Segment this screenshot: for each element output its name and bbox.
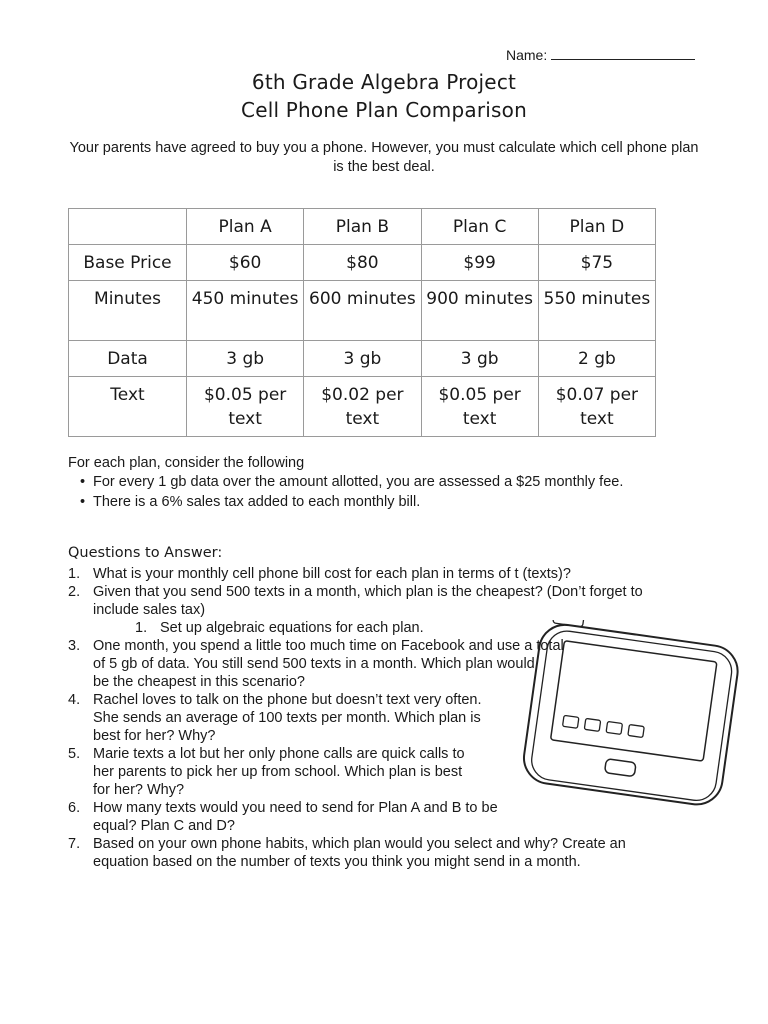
question-item bbox=[68, 565, 643, 583]
table-row-text bbox=[69, 377, 656, 437]
screen bbox=[551, 641, 717, 761]
table-header-cell: Plan D bbox=[538, 209, 655, 245]
table-cell: 600 minutes bbox=[304, 281, 421, 341]
questions-heading: Questions to Answer: bbox=[68, 545, 223, 561]
row-label: Minutes bbox=[69, 281, 187, 341]
question-number bbox=[68, 781, 93, 799]
question-text: How many texts would you need to send for Plan A and B to be bbox=[93, 800, 498, 816]
page-title: 6th Grade Algebra Project bbox=[251, 70, 517, 94]
considerations-lead: For each plan, consider the following bbox=[68, 455, 305, 471]
question-text: be the cheapest in this scenario? bbox=[93, 674, 305, 690]
smartphone-body bbox=[521, 620, 743, 808]
question-text: of 5 gb of data. You still send 500 texts in a month. Which plan would bbox=[93, 656, 535, 672]
question-text: for her? Why? bbox=[93, 782, 185, 798]
table-header-cell bbox=[69, 209, 187, 245]
table-header-row bbox=[69, 209, 656, 245]
table-cell: 3 gb bbox=[304, 341, 421, 377]
question-text: She sends an average of 100 texts per month. Which plan is bbox=[93, 710, 481, 726]
row-label: Base Price bbox=[69, 245, 187, 281]
page-subtitle: Cell Phone Plan Comparison bbox=[241, 98, 527, 122]
table-cell: $99 bbox=[421, 245, 538, 281]
question-item bbox=[68, 853, 643, 871]
name-blank-line bbox=[551, 46, 695, 60]
plan-comparison-table bbox=[68, 208, 656, 437]
question-number bbox=[68, 763, 93, 781]
question-number bbox=[68, 853, 93, 871]
question-item bbox=[68, 583, 643, 601]
home-button bbox=[604, 759, 636, 777]
question-number: 1. bbox=[135, 620, 148, 636]
table-cell: $75 bbox=[538, 245, 655, 281]
question-number: 1. bbox=[68, 566, 81, 582]
table-cell: $0.05 per text bbox=[421, 377, 538, 437]
name-label: Name: bbox=[506, 47, 548, 63]
table-cell: $0.02 per text bbox=[304, 377, 421, 437]
table-cell: 3 gb bbox=[187, 341, 304, 377]
table-cell: 550 minutes bbox=[538, 281, 655, 341]
question-text: Rachel loves to talk on the phone but doesn’t text very often. bbox=[93, 692, 482, 708]
table-header-cell: Plan A bbox=[187, 209, 304, 245]
row-label: Data bbox=[69, 341, 187, 377]
considerations-list bbox=[80, 472, 623, 512]
question-item bbox=[68, 601, 643, 619]
table-cell: 3 gb bbox=[421, 341, 538, 377]
question-number: 5. bbox=[68, 746, 81, 762]
table-cell: $80 bbox=[304, 245, 421, 281]
table-row-data bbox=[69, 341, 656, 377]
table-cell: $0.07 per text bbox=[538, 377, 655, 437]
question-text: What is your monthly cell phone bill cost for each plan in terms of t (texts)? bbox=[93, 566, 571, 582]
question-number: 3. bbox=[68, 638, 81, 654]
question-number bbox=[68, 817, 93, 835]
question-number bbox=[68, 727, 93, 745]
question-text: equal? Plan C and D? bbox=[93, 818, 235, 834]
question-number: 7. bbox=[68, 836, 81, 852]
table-cell: 900 minutes bbox=[421, 281, 538, 341]
question-number: 6. bbox=[68, 800, 81, 816]
question-text: Set up algebraic equations for each plan. bbox=[160, 620, 424, 636]
list-item: • There is a 6% sales tax added to each monthly bill. bbox=[80, 492, 623, 512]
intro-paragraph: Your parents have agreed to buy you a phone. However, you must calculate which cell phone plan is the best deal. bbox=[69, 140, 699, 175]
question-number bbox=[68, 673, 93, 691]
question-item bbox=[68, 835, 643, 853]
table-header-cell: Plan B bbox=[304, 209, 421, 245]
smartphone-icon bbox=[508, 620, 744, 820]
question-text: Based on your own phone habits, which plan would you select and why? Create an bbox=[93, 836, 626, 852]
question-number bbox=[68, 601, 93, 619]
question-text: include sales tax) bbox=[93, 602, 206, 618]
question-text: One month, you spend a little too much time on Facebook and use a total bbox=[93, 638, 564, 654]
question-text: Marie texts a lot but her only phone calls are quick calls to bbox=[93, 746, 465, 762]
question-number: 4. bbox=[68, 692, 81, 708]
table-cell: 2 gb bbox=[538, 341, 655, 377]
question-text: Given that you send 500 texts in a month, which plan is the cheapest? (Don’t forget to bbox=[93, 584, 643, 600]
question-text: best for her? Why? bbox=[93, 728, 216, 744]
list-item: • For every 1 gb data over the amount allotted, you are assessed a $25 monthly fee. bbox=[80, 472, 623, 492]
row-label: Text bbox=[69, 377, 187, 437]
question-text: equation based on the number of texts you think you might send in a month. bbox=[93, 854, 581, 870]
name-field bbox=[506, 46, 695, 63]
question-number: 2. bbox=[68, 584, 81, 600]
table-cell: $60 bbox=[187, 245, 304, 281]
table-header-cell: Plan C bbox=[421, 209, 538, 245]
question-text: her parents to pick her up from school. Which plan is best bbox=[93, 764, 463, 780]
table-cell: $0.05 per text bbox=[187, 377, 304, 437]
table-row-minutes bbox=[69, 281, 656, 341]
table-row-base-price bbox=[69, 245, 656, 281]
question-number bbox=[68, 655, 93, 673]
question-number bbox=[68, 709, 93, 727]
table-cell: 450 minutes bbox=[187, 281, 304, 341]
